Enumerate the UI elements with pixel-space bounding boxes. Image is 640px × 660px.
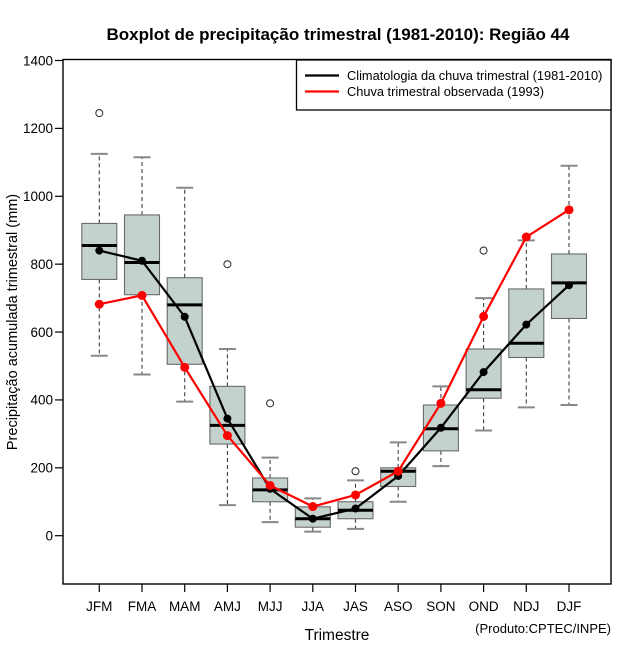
- outlier-point-AMJ: [224, 261, 231, 268]
- x-tick-label-OND: OND: [468, 599, 499, 614]
- y-tick-label-0: 0: [45, 528, 53, 544]
- series-point-climatology-JJA: [309, 515, 317, 523]
- y-tick-label-1400: 1400: [22, 53, 53, 69]
- box-MAM: [167, 278, 202, 365]
- outlier-point-JAS: [352, 468, 359, 475]
- x-tick-label-JJA: JJA: [301, 599, 325, 614]
- legend-label-climatology: Climatologia da chuva trimestral (1981-2010): [347, 68, 603, 83]
- x-tick-label-AMJ: AMJ: [213, 599, 241, 614]
- x-tick-label-NDJ: NDJ: [513, 599, 540, 614]
- x-axis-label: Trimestre: [304, 627, 370, 644]
- series-point-climatology-MAM: [181, 313, 189, 321]
- x-tick-label-MAM: MAM: [168, 599, 201, 614]
- series-point-observed-MJJ: [266, 481, 275, 490]
- plot-layer: [23, 53, 587, 614]
- series-point-climatology-DJF: [565, 281, 573, 289]
- series-point-observed-NDJ: [522, 233, 531, 242]
- series-point-observed-JFM: [95, 300, 104, 309]
- y-axis-label: Precipitação acumulada trimestral (mm): [5, 193, 21, 451]
- series-point-observed-DJF: [565, 205, 574, 214]
- series-point-climatology-JAS: [352, 505, 360, 513]
- y-tick-label-1000: 1000: [22, 189, 53, 205]
- series-point-climatology-OND: [480, 368, 488, 376]
- x-tick-label-ASO: ASO: [383, 599, 413, 614]
- credit-text: (Produto:CPTEC/INPE): [475, 621, 611, 636]
- series-point-climatology-FMA: [138, 257, 146, 265]
- x-tick-label-FMA: FMA: [127, 599, 157, 614]
- legend: [297, 60, 612, 110]
- y-tick-label-1200: 1200: [22, 121, 53, 137]
- chart-title: Boxplot de precipitação trimestral (1981-2010): Região 44: [106, 25, 570, 44]
- series-point-observed-JJA: [308, 502, 317, 511]
- series-point-observed-AMJ: [223, 431, 232, 440]
- x-tick-label-MJJ: MJJ: [257, 599, 283, 614]
- y-tick-label-800: 800: [30, 256, 53, 272]
- outlier-point-MJJ: [267, 400, 274, 407]
- y-tick-label-200: 200: [30, 460, 53, 476]
- x-tick-label-DJF: DJF: [556, 599, 582, 614]
- series-point-observed-SON: [436, 399, 445, 408]
- x-tick-label-JFM: JFM: [86, 599, 113, 614]
- x-tick-label-SON: SON: [426, 599, 456, 614]
- y-tick-label-400: 400: [30, 392, 53, 408]
- series-point-observed-FMA: [138, 291, 147, 300]
- outlier-point-OND: [480, 247, 487, 254]
- legend-label-observed: Chuva trimestral observada (1993): [347, 84, 545, 99]
- series-point-climatology-SON: [437, 424, 445, 432]
- series-point-observed-JAS: [351, 490, 360, 499]
- y-tick-label-600: 600: [30, 324, 53, 340]
- x-tick-label-JAS: JAS: [343, 599, 368, 614]
- series-point-observed-ASO: [394, 467, 403, 476]
- series-point-observed-OND: [479, 312, 488, 321]
- series-point-observed-MAM: [180, 363, 189, 372]
- box-FMA: [125, 215, 160, 295]
- series-point-climatology-JFM: [95, 247, 103, 255]
- series-point-climatology-NDJ: [522, 321, 530, 329]
- outlier-point-JFM: [96, 110, 103, 117]
- series-point-climatology-AMJ: [223, 415, 231, 423]
